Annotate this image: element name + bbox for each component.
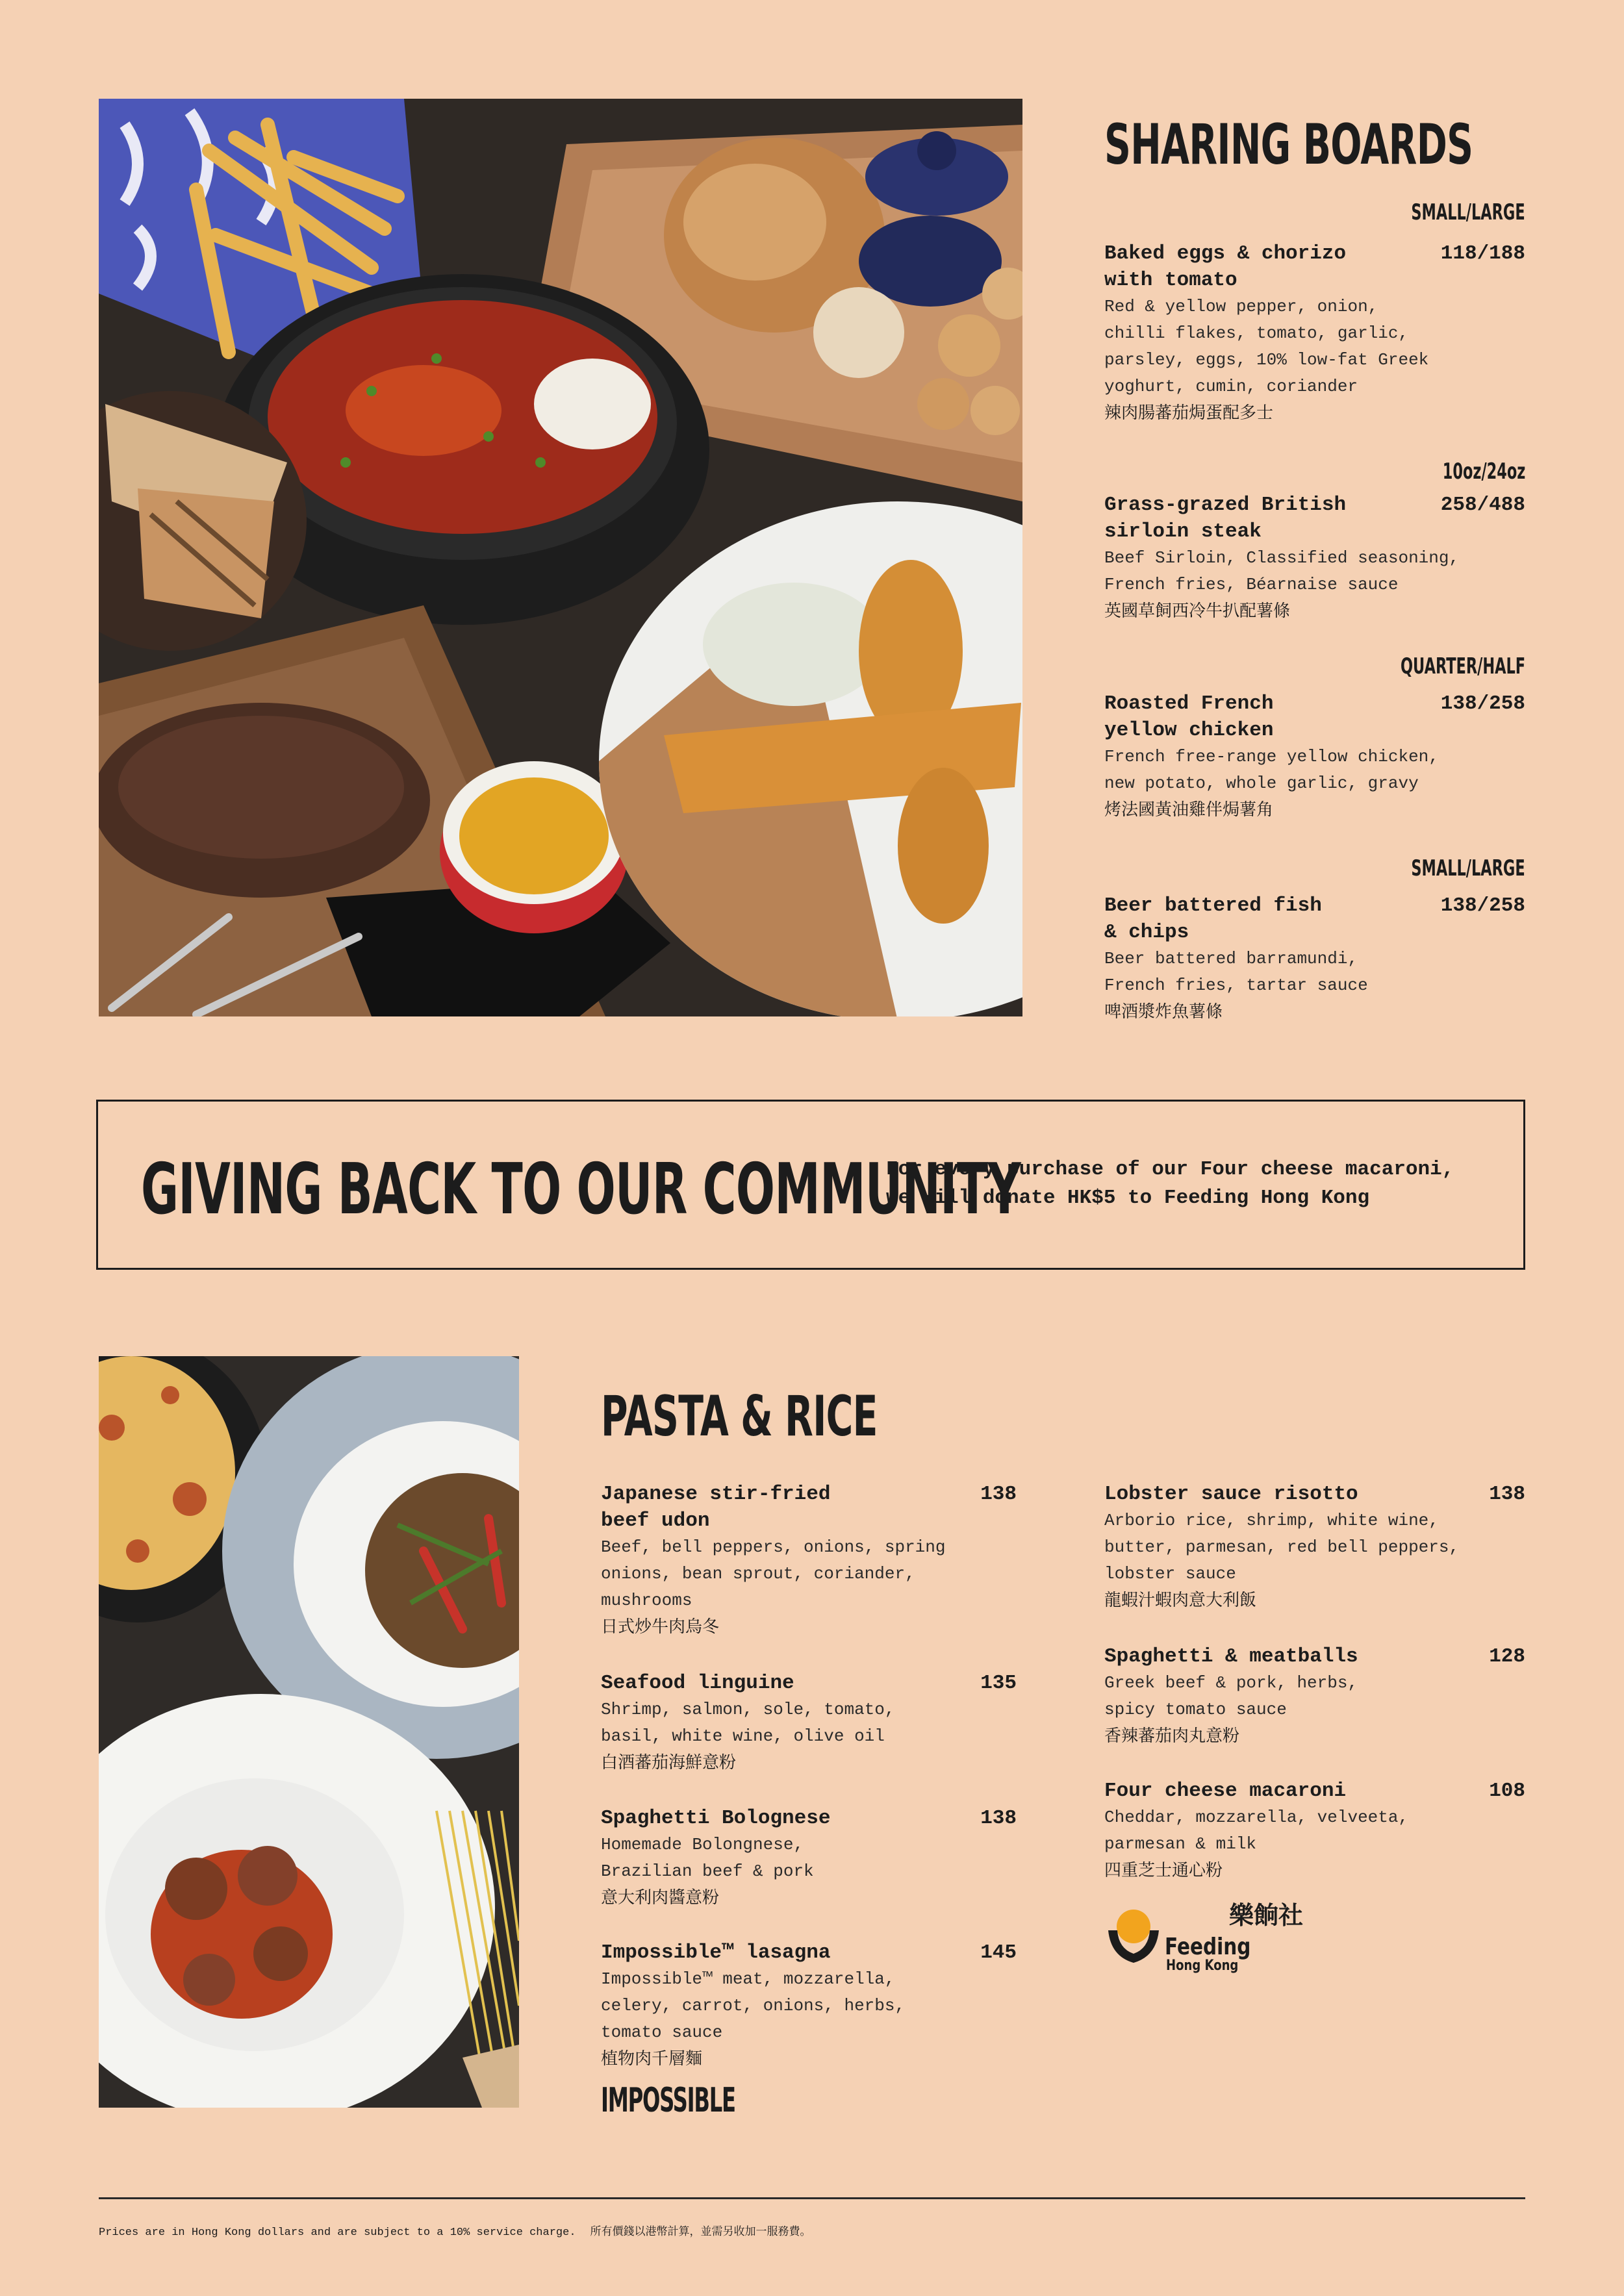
- item-price: 108: [1489, 1780, 1525, 1802]
- item-name: Beer battered fish & chips: [1104, 894, 1322, 944]
- item-description: Beef Sirloin, Classified seasoning, French fries, Béarnaise sauce: [1104, 548, 1460, 594]
- item-chinese-name: 植物肉千層麵: [601, 2049, 703, 2069]
- feeding-logo-line1: Feeding: [1165, 1934, 1251, 1960]
- feeding-logo-line2: Hong Kong: [1166, 1958, 1239, 1974]
- item-price: 135: [980, 1672, 1017, 1695]
- footer-divider: [99, 2197, 1525, 2199]
- pasta-rice-title: PASTA & RICE: [601, 1384, 878, 1449]
- item-name: Impossible™ lasagna: [601, 1941, 831, 1964]
- menu-item: [1104, 199, 1525, 426]
- menu-item: [1104, 1778, 1525, 1884]
- item-description: French free-range yellow chicken, new potato, whole garlic, gravy: [1104, 747, 1439, 793]
- size-label: QUARTER/HALF: [1400, 653, 1525, 679]
- item-name: Roasted French yellow chicken: [1104, 692, 1274, 742]
- item-chinese-name: 白酒蕃茄海鮮意粉: [601, 1753, 737, 1772]
- item-price: 145: [980, 1941, 1017, 1964]
- footer-note-english: Prices are in Hong Kong dollars and are subject to a 10% service charge.: [99, 2227, 576, 2239]
- item-price: 138/258: [1440, 894, 1525, 917]
- feeding-hands-icon: [1104, 1902, 1163, 1967]
- item-chinese-name: 日式炒牛肉烏冬: [601, 1617, 720, 1637]
- pasta-photo: [99, 1356, 519, 2108]
- item-name: Spaghetti Bolognese: [601, 1807, 831, 1830]
- item-name: Spaghetti & meatballs: [1104, 1645, 1358, 1668]
- item-chinese-name: 啤酒漿炸魚薯條: [1104, 1002, 1223, 1022]
- item-description: Red & yellow pepper, onion, chilli flakes, tomato, garlic, parsley, eggs, 10% low-fat Greek yoghurt, cumin, coriander: [1104, 297, 1429, 396]
- item-chinese-name: 辣肉腸蕃茄焗蛋配多士: [1104, 403, 1274, 423]
- item-description: Homemade Bolongnese, Brazilian beef & pork: [601, 1835, 814, 1881]
- item-chinese-name: 香辣蕃茄肉丸意粉: [1104, 1726, 1240, 1746]
- menu-item: [1104, 459, 1525, 624]
- sharing-boards-list: [1104, 0, 1525, 1039]
- menu-item: [1104, 855, 1525, 1025]
- size-label: 10oz/24oz: [1442, 459, 1525, 485]
- menu-item: [601, 1805, 1017, 1911]
- item-price: 138/258: [1440, 692, 1525, 715]
- sharing-boards-title: SHARING BOARDS: [1104, 112, 1473, 177]
- item-chinese-name: 四重芝士通心粉: [1104, 1861, 1223, 1880]
- menu-item: [601, 1670, 1017, 1776]
- item-description: Cheddar, mozzarella, velveeta, parmesan & milk: [1104, 1808, 1409, 1854]
- item-price: 128: [1489, 1645, 1525, 1668]
- item-description: Beef, bell peppers, onions, spring onions, bean sprout, coriander, mushrooms: [601, 1537, 946, 1610]
- footer-note: [99, 2227, 811, 2238]
- community-banner: [96, 1100, 1525, 1270]
- menu-item: [1104, 1481, 1525, 1613]
- banner-title: GIVING BACK TO OUR COMMUNITY: [141, 1149, 1021, 1230]
- item-name: Seafood linguine: [601, 1672, 794, 1695]
- item-price: 118/188: [1440, 242, 1525, 265]
- impossible-logo: IMPOSSIBLE: [601, 2081, 735, 2120]
- item-chinese-name: 意大利肉醬意粉: [601, 1888, 720, 1908]
- menu-item: [1104, 1643, 1525, 1749]
- item-description: Impossible™ meat, mozzarella, celery, carrot, onions, herbs, tomato sauce: [601, 1969, 906, 2042]
- item-name: Four cheese macaroni: [1104, 1780, 1347, 1802]
- feeding-hong-kong-logo: [1104, 1902, 1325, 1973]
- item-price: 138: [980, 1807, 1017, 1830]
- item-price: 138: [980, 1483, 1017, 1506]
- sharing-boards-photo: [99, 99, 1022, 1016]
- size-label: SMALL/LARGE: [1411, 199, 1525, 225]
- item-name: Japanese stir-fried beef udon: [601, 1483, 831, 1532]
- item-description: Arborio rice, shrimp, white wine, butter, parmesan, red bell peppers, lobster sauce: [1104, 1511, 1460, 1583]
- size-label: SMALL/LARGE: [1411, 855, 1525, 881]
- item-name: Lobster sauce risotto: [1104, 1483, 1358, 1506]
- banner-text: For every purchase of our Four cheese macaroni, we will donate HK$5 to Feeding Hong Kong: [886, 1158, 1454, 1209]
- feeding-logo-chinese: 樂餉社: [1229, 1901, 1304, 1930]
- item-price: 138: [1489, 1483, 1525, 1506]
- menu-item: [1104, 653, 1525, 823]
- item-name: Baked eggs & chorizo with tomato: [1104, 242, 1347, 292]
- item-chinese-name: 烤法國黃油雞伴焗薯角: [1104, 800, 1274, 820]
- footer-note-chinese: 所有價錢以港幣計算，並需另收加一服務費。: [590, 2225, 811, 2238]
- item-price: 258/488: [1440, 494, 1525, 516]
- item-name: Grass-grazed British sirloin steak: [1104, 494, 1347, 543]
- item-description: Greek beef & pork, herbs, spicy tomato sauce: [1104, 1673, 1358, 1719]
- item-description: Beer battered barramundi, French fries, tartar sauce: [1104, 949, 1368, 995]
- item-chinese-name: 英國草飼西冷牛扒配薯條: [1104, 601, 1291, 621]
- item-chinese-name: 龍蝦汁蝦肉意大利飯: [1104, 1591, 1257, 1610]
- menu-item: [601, 1939, 1017, 2072]
- menu-item: [601, 1481, 1017, 1640]
- item-description: Shrimp, salmon, sole, tomato, basil, white wine, olive oil: [601, 1700, 895, 1746]
